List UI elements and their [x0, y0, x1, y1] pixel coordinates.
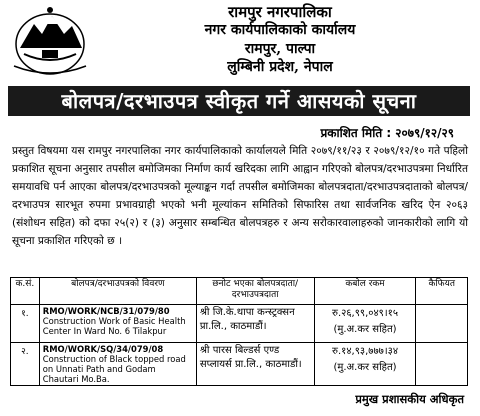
row-amount	[314, 343, 416, 386]
row-sn: १.	[11, 305, 40, 343]
province-country: लुम्बिनी प्रदेश, नेपाल	[227, 59, 333, 75]
amount-value: रु.२६,९९,०४९।१५	[331, 308, 399, 319]
signatory-title: प्रमुख प्रशासकीय अधिकृत	[355, 392, 464, 406]
col-header-sn: क.सं.	[11, 278, 40, 305]
row-bidder: श्री जि.के.थापा कन्स्ट्रक्सन प्रा.लि., काठमाडौं।	[196, 305, 314, 343]
row-description	[39, 305, 196, 343]
row-amount	[314, 305, 416, 343]
row-description	[39, 343, 196, 386]
row-remarks	[416, 305, 468, 343]
amount-vat-note: (मु.अ.कर सहित)	[333, 362, 397, 373]
table-row	[11, 343, 468, 386]
row-remarks	[416, 343, 468, 386]
publish-date: प्रकाशित मिति : २०७९/१२/२९	[320, 126, 454, 140]
bid-table	[10, 277, 468, 386]
contract-desc: Construction of Black topped road on Unnati Path and Godam Chautari Mo.Ba.	[42, 354, 186, 384]
nepal-emblem-icon	[6, 4, 94, 76]
amount-vat-note: (मु.अ.कर सहित)	[333, 324, 397, 335]
table-row	[11, 305, 468, 343]
contract-code: RMO/WORK/SQ/34/079/08	[42, 344, 164, 354]
office-name: नगर कार्यपालिकाको कार्यालय	[204, 22, 356, 38]
municipality-name: रामपुर नगरपालिका	[228, 3, 332, 21]
col-header-remarks: कैफियत	[416, 278, 468, 305]
row-sn: २.	[11, 343, 40, 386]
col-header-description: बोलपत्र/दरभाउपत्रको विवरण	[39, 278, 196, 305]
notice-body: प्रस्तुत विषयमा यस रामपुर नगरपालिका नगर कार्यपालिकाको कार्यालयले मिति २०७९/११/२३ र २०७९/१२/१० गते पहिलो प्रकाशित सूचना अनुसार तपसील बमोजिमका निर्माण कार्य खरिदका लागि आह्वान गरिएको बोलपत्र/दरभाउपत्रमा निर्धारित समयावधि पर्न आएका बोलपत्र/दरभाउपत्रको मूल्याङ्कन गर्दा तपसील बमोजिमका बोलपत्रदाता/दरभाउपत्रदाताको बोलपत्र/दरभाउपत्र सारभूत रुपमा प्रभावग्राही भएको भनी मूल्यांकन समितिको सिफारिस तथा सार्वजनिक खरिद ऐन २०६३ (संशोधन सहित) को दफा २५(२) र (३) अनुसार सम्बन्धित बोलपत्रहरु र अन्य सरोकारवालाहरुको जानकारीको लागि यो सूचना प्रकाशित गरिएको छ ।	[12, 145, 468, 247]
amount-value: रु.१४,९३,७७७।३४	[331, 346, 399, 357]
col-header-bidder: छनोट भएका बोलपत्रदाता/दरभाउपत्रदाता	[196, 278, 314, 305]
row-bidder: श्री पारस बिल्डर्स एण्ड सप्लायर्स प्रा.लि., काठमाडौं।	[196, 343, 314, 386]
office-location: रामपुर, पाल्पा	[244, 41, 316, 57]
col-header-amount: कबोल रकम	[314, 278, 416, 305]
table-header-row	[11, 278, 468, 305]
notice-title-banner: बोलपत्र/दरभाउपत्र स्वीकृत गर्ने आसयको सूचना	[8, 86, 470, 116]
contract-desc: Construction Work of Basic Health Center In Ward No. 6 Tilakpur	[42, 316, 186, 336]
contract-code: RMO/WORK/NCB/31/079/80	[42, 306, 170, 316]
